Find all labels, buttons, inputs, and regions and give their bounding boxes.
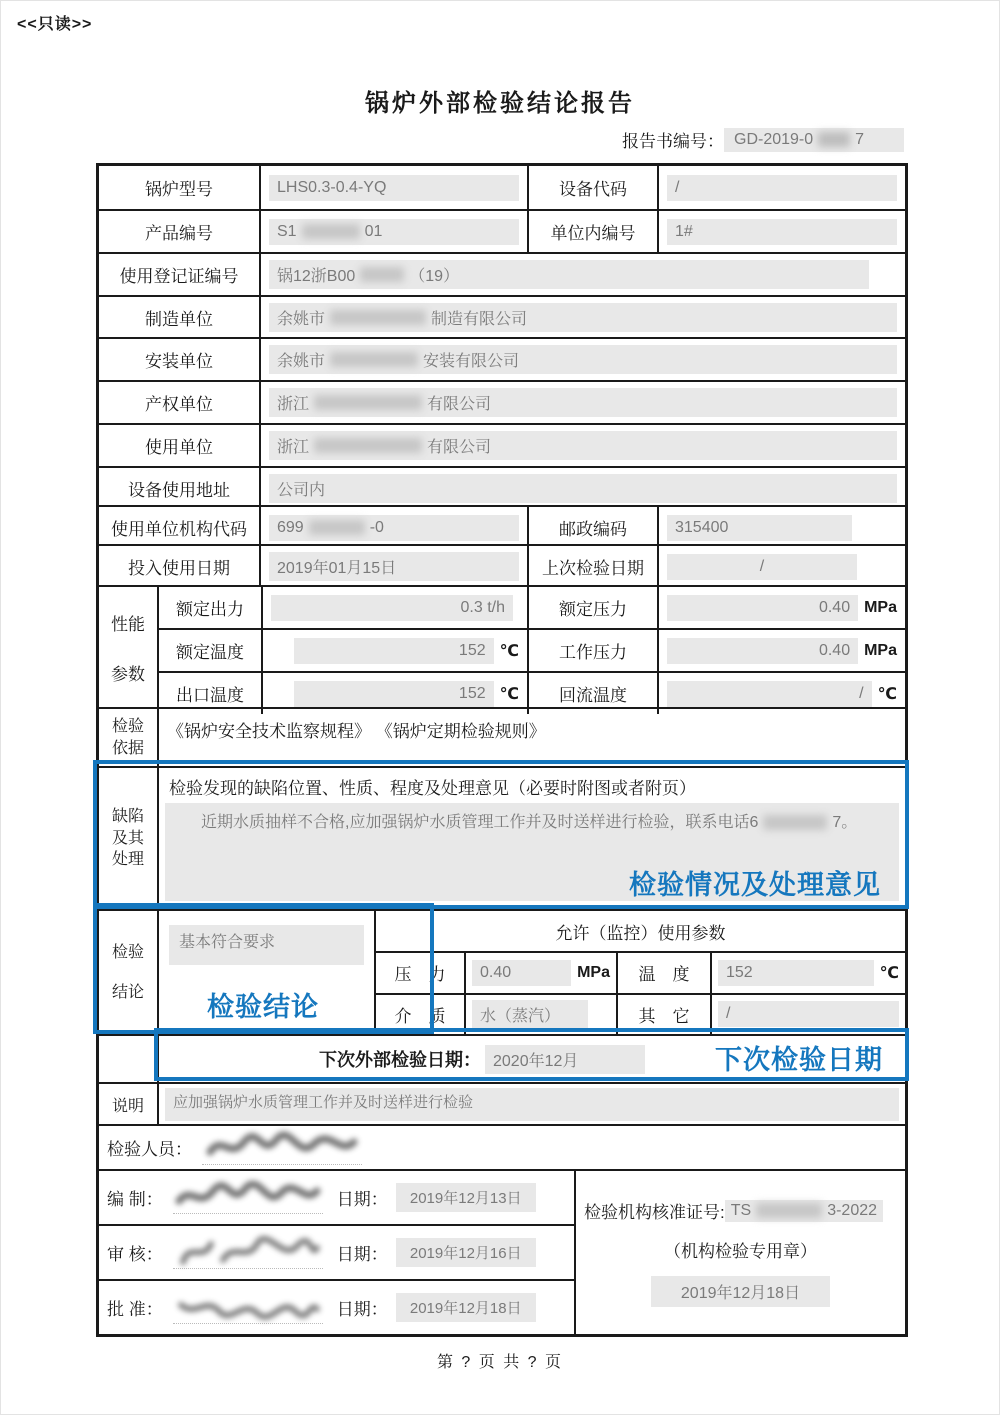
field-label: 使用单位机构代码 [111,520,247,539]
redacted-text [309,520,365,535]
performance-row [157,587,905,628]
param-label: 其 它 [616,995,710,1035]
report-number-line [622,127,904,152]
agency-cell [574,1171,905,1334]
redacted-text [360,267,404,282]
page-title: 锅炉外部检验结论报告 [365,90,635,117]
allowed-params [374,911,905,1034]
agency-cert-line [582,1198,899,1223]
table-row [99,295,905,337]
table-row [99,466,905,505]
performance-row [157,628,905,671]
field-value: 余姚市 制造有限公司 [259,297,905,338]
redacted-text [302,224,360,239]
approved-by-label: 批 准： [107,1300,163,1319]
param-label: 额定温度 [157,630,261,671]
field-label: 邮政编码 [527,507,657,548]
agency-cert-label: 检验机构核准证号: [584,1203,725,1222]
next-inspection-label: 下次外部检验日期： [319,1050,481,1070]
field-value: 699 -0 [259,507,527,548]
field-value: 浙江 有限公司 [259,382,905,423]
field-label: 安装单位 [145,352,213,371]
basis-row [99,707,905,766]
table-row [99,166,905,209]
param-value: / [710,995,905,1035]
param-label: 压 力 [394,965,446,985]
signoff-left [99,1171,574,1334]
redacted-text [818,132,850,147]
field-label: 锅炉型号 [145,180,213,199]
table-row [99,209,905,252]
field-value: 余姚市 安装有限公司 [259,339,905,380]
field-label: 投入使用日期 [128,559,230,578]
approved-by-signature [173,1291,323,1324]
param-value: 0.40 MPa [464,953,616,993]
prepared-by-signature [173,1181,323,1214]
annotation-conclusion: 检验结论 [207,992,319,1022]
table-row [99,252,905,295]
field-value: 315400 [657,507,905,548]
param-value: 152 ℃ [710,953,905,993]
seal-note: （机构检验专用章） [664,1242,817,1261]
agency-cert-value: TS 3-2022 [725,1200,883,1222]
field-label: 设备代码 [527,166,657,209]
field-label: 使用登记证编号 [119,267,239,286]
param-label: 额定出力 [157,587,261,628]
reviewed-by-signature [173,1236,323,1269]
field-label: 上次检验日期 [527,546,657,587]
report-table [96,163,908,1337]
defects-header: 检验发现的缺陷位置、性质、程度及处理意见（必要时附图或者附页） [169,779,696,798]
field-value: 公司内 [259,468,905,509]
field-value: / [657,166,905,209]
redacted-text [330,352,418,367]
empty-cell [99,1036,157,1082]
field-value: S1 01 [259,211,527,252]
signature-ink [202,1130,362,1164]
table-row [99,505,905,544]
signoff-row [99,1224,574,1279]
annotation-next-inspection: 下次检验日期 [715,1045,883,1075]
redacted-text [314,395,422,410]
note-row [99,1082,905,1124]
inspector-label: 检验人员： [107,1140,192,1159]
table-row [99,423,905,466]
param-value: 0.40 MPa [657,587,905,628]
date-label: 日期： [336,1245,388,1264]
field-label: 产权单位 [145,395,213,414]
redacted-text [330,310,426,325]
redacted-text [763,815,827,830]
param-label: 介 质 [394,1006,446,1026]
field-label: 产品编号 [145,224,213,243]
note-label: 说明 [111,1098,144,1115]
field-value: 1# [657,211,905,252]
reviewed-by-label: 审 核： [107,1245,163,1264]
seal-date: 2019年12月18日 [651,1276,830,1307]
annotation-defects: 检验情况及处理意见 [629,870,881,900]
signoff-row [99,1279,574,1334]
defects-content: 近期水质抽样不合格,应加强锅炉水质管理工作并及时送样进行检验，联系电话6 7。 [165,803,899,901]
param-label: 工作压力 [527,630,657,671]
date-label: 日期： [336,1190,388,1209]
inspector-cell [99,1126,905,1169]
param-value: 152 ℃ [261,630,527,671]
performance-row [157,671,905,714]
redacted-text [756,1203,822,1218]
field-label: 制造单位 [145,310,213,329]
param-value: 0.3 t/h [261,587,527,628]
field-value: / [657,546,905,587]
date-value: 2019年12月18日 [396,1293,536,1322]
field-label: 单位内编号 [527,211,657,252]
param-value: / ℃ [657,673,905,714]
field-value: 锅12浙B00 （19） [259,254,905,295]
note-value: 应加强锅炉水质管理工作并及时送样进行检验 [157,1084,905,1125]
field-value: 浙江 有限公司 [259,425,905,466]
date-value: 2019年12月16日 [396,1238,536,1267]
basis-value: 《锅炉安全技术监察规程》 《锅炉定期检验规则》 [157,709,905,766]
param-label: 出口温度 [157,673,261,714]
performance-section [99,585,905,707]
allowed-params-header: 允许（监控）使用参数 [555,923,726,943]
param-value: 0.40 MPa [657,630,905,671]
next-inspection-value: 2020年12月 [485,1045,645,1074]
report-number-label: 报告书编号： [622,132,724,151]
params-row [376,993,905,1035]
inspector-row [99,1124,905,1169]
prepared-by-label: 编 制： [107,1190,163,1209]
basis-label: 检验 依据 [111,717,144,757]
readonly-tag: <<只读>> [17,16,93,33]
param-value: 水（蒸汽） [464,995,616,1035]
signoff-row [99,1171,574,1224]
param-label: 回流温度 [527,673,657,714]
performance-group-label: 性能 参数 [111,614,145,684]
param-label: 温 度 [616,953,710,993]
field-value: 2019年01月15日 [259,546,527,587]
date-label: 日期： [336,1300,388,1319]
params-row [376,951,905,993]
param-value: 152 ℃ [261,673,527,714]
signoff-section [99,1169,905,1334]
page-footer: 第 ? 页 共 ? 页 [436,1354,564,1371]
field-label: 使用单位 [145,438,213,457]
conclusion-label: 检验 结论 [111,943,144,1001]
date-value: 2019年12月13日 [396,1183,536,1212]
param-label: 额定压力 [527,587,657,628]
table-row [99,380,905,423]
table-row [99,544,905,585]
field-value: LHS0.3-0.4-YQ [259,166,527,209]
redacted-text [314,438,422,453]
field-label: 设备使用地址 [128,481,230,500]
inspector-signature [202,1130,362,1165]
conclusion-value: 基本符合要求 [169,925,364,965]
table-row [99,337,905,380]
report-number-value: GD-2019-0 7 [724,128,904,152]
defects-label: 缺陷 及其 处理 [111,808,144,869]
